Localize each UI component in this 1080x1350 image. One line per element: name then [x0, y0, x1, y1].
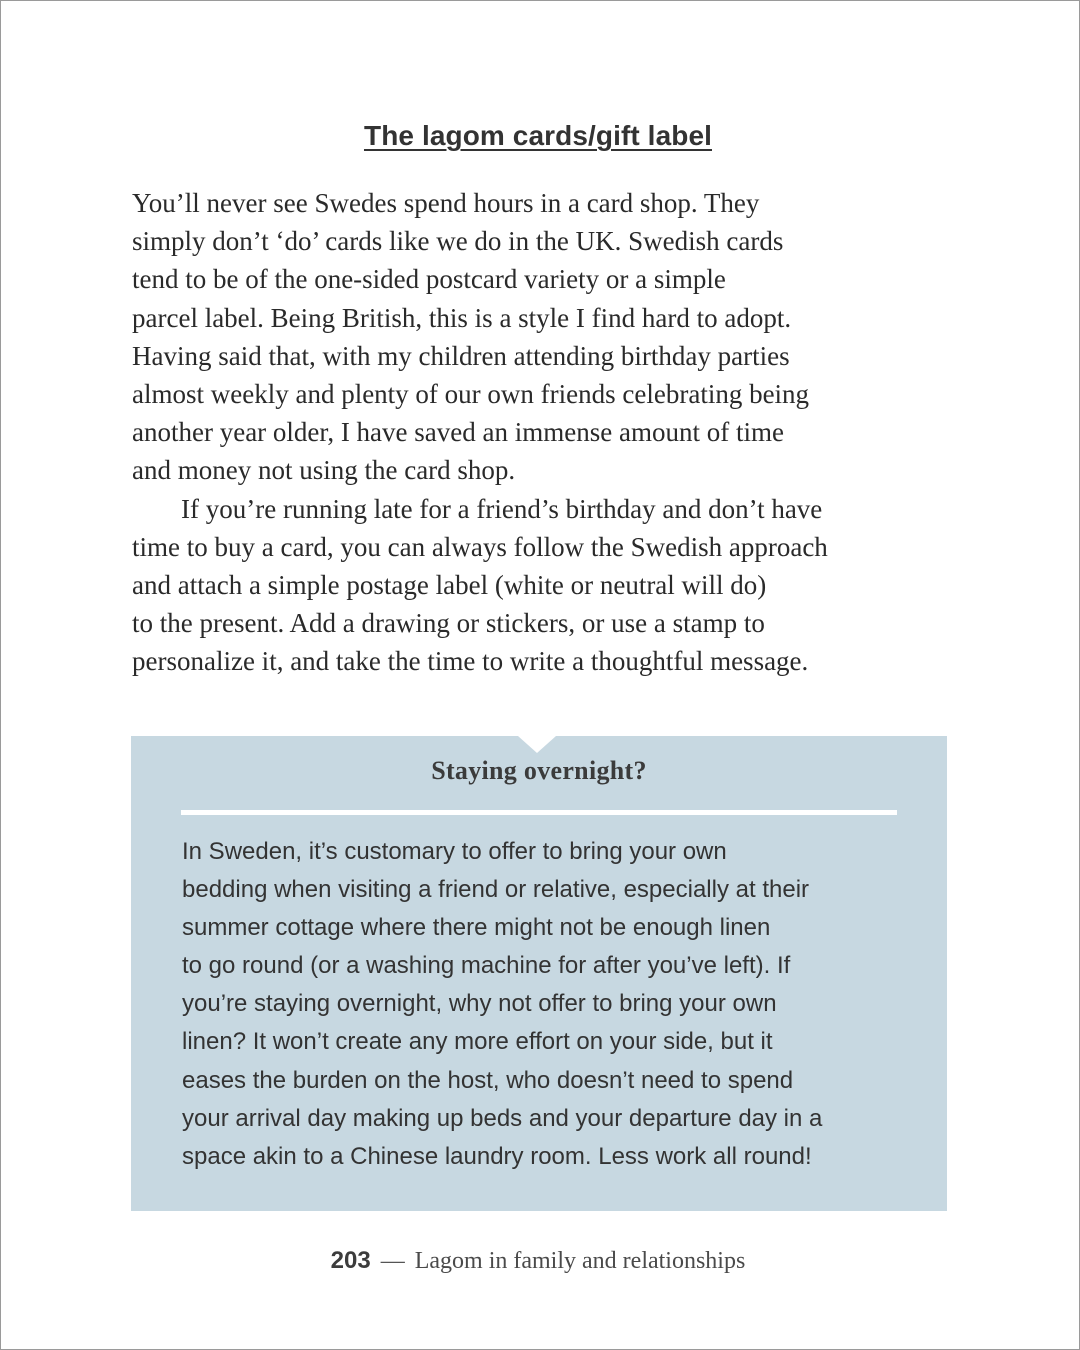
sidebar-text-line: bedding when visiting a friend or relative, especially at their	[182, 876, 810, 904]
sidebar-text-line: your arrival day making up beds and your departure day in a	[182, 1104, 823, 1132]
paragraph-2-line: If you’re running late for a friend’s birthday and don’t have	[181, 493, 823, 524]
paragraph-2-line: personalize it, and take the time to write a thoughtful message.	[132, 646, 809, 677]
sidebar-text-line: summer cottage where there might not be enough linen	[182, 914, 771, 942]
sidebar-notch	[518, 736, 556, 753]
sidebar-title: Staying overnight?	[431, 756, 647, 785]
paragraph-1-line: almost weekly and plenty of our own friends celebrating being	[132, 379, 810, 410]
paragraph-1-line: parcel label. Being British, this is a style I find hard to adopt.	[132, 302, 792, 333]
sidebar-text-line: linen? It won’t create any more effort on your side, but it	[182, 1028, 773, 1056]
paragraph-2-line: to the present. Add a drawing or stickers, or use a stamp to	[132, 608, 765, 639]
sidebar-text-line: you’re staying overnight, why not offer to bring your own	[182, 990, 777, 1018]
paragraph-1-line: You’ll never see Swedes spend hours in a card shop. They	[132, 188, 760, 218]
paragraph-2-line: and attach a simple postage label (white or neutral will do)	[132, 570, 767, 601]
paragraph-2-line: time to buy a card, you can always follow the Swedish approach	[132, 531, 828, 562]
sidebar-text-line: In Sweden, it’s customary to offer to bring your own	[182, 838, 727, 865]
paragraph-2	[132, 490, 952, 681]
sidebar-divider	[181, 810, 897, 815]
sidebar-text-line: space akin to a Chinese laundry room. Less work all round!	[182, 1142, 812, 1170]
paragraph-1-line: simply don’t ‘do’ cards like we do in the UK. Swedish cards	[132, 226, 784, 257]
page-number: 203	[330, 1247, 371, 1274]
sidebar-text-line: eases the burden on the host, who doesn’t need to spend	[182, 1066, 794, 1094]
paragraph-1-line: tend to be of the one-sided postcard variety or a simple	[132, 264, 726, 295]
paragraph-1	[132, 184, 952, 490]
sidebar-text-line: to go round (or a washing machine for after you’ve left). If	[182, 952, 791, 980]
body-text	[132, 184, 952, 681]
footer-separator: —	[380, 1248, 405, 1274]
section-heading: The lagom cards/gift label	[363, 120, 712, 151]
page-footer	[0, 1247, 1076, 1275]
paragraph-1-line: Having said that, with my children attending birthday parties	[132, 340, 790, 371]
chapter-title: Lagom in family and relationships	[414, 1248, 746, 1274]
paragraph-1-line: and money not using the card shop.	[132, 455, 516, 486]
paragraph-1-line: another year older, I have saved an immense amount of time	[132, 417, 784, 448]
sidebar-text	[182, 833, 922, 1176]
